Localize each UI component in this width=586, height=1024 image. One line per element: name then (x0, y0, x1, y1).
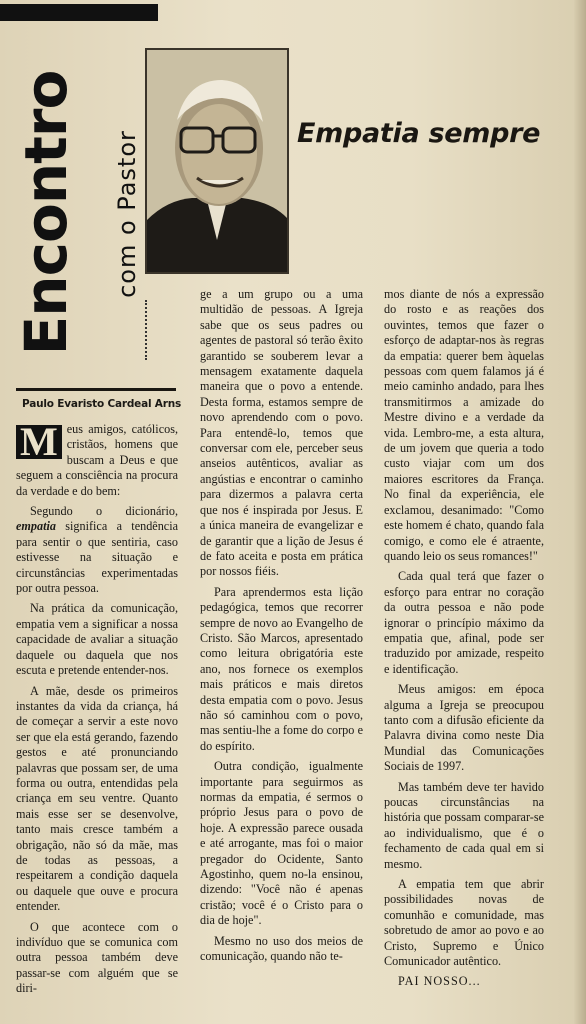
page-edge (574, 0, 586, 1024)
paragraph: A mãe, desde os primeiros instantes da vida da criança, há de começar a servir a este novo ser que ela está gerando, fazendo gestos e até pronunciando palavras que possam ser, de uma forma ou outra, entendidas pela criança em seu ventre. Quanto mais esse ser se desenvolve, tanto mais cresce também a obrigação, não só da mãe, mas de todas as pessoas, a respeitarem a condição daquela ou daquele que ouve e procura entender. (16, 683, 178, 914)
paragraph: Segundo o dicionário, empatia significa a tendência para sentir o que sentiria, caso estivesse na situação e circunstâncias experimentadas por outra pessoa. (16, 504, 178, 596)
paragraph: M eus amigos, católicos, cristãos, homens que buscam a Deus e que seguem a consciência na procura da verdade e do bem: (16, 419, 178, 498)
paragraph: Outra condição, igualmente importante para seguirmos as normas da empatia, é sermos o próprio Jesus para o povo de hoje. A expressão parece ousada e até arrogante, mas foi o maior pregador do Ocidente, Santo Agostinho, quem no-la ensinou, dizendo: "Você não é apenas cristão; você é o Cristo para o dia de hoje". (200, 759, 363, 928)
article-headline: Empatia sempre (297, 118, 541, 149)
text-column-3 (384, 287, 544, 995)
article-byline: Paulo Evaristo Cardeal Arns (22, 398, 182, 410)
article-signoff: PAI NOSSO... (398, 974, 481, 989)
paragraph: Meus amigos: em época alguma a Igreja se preocupou tanto com a difusão eficiente da Palavra divina como neste Dia Mundial das Comunicações Sociais de 1997. (384, 682, 544, 774)
text-column-1 (16, 419, 178, 1002)
masthead-title: Encontro (12, 70, 80, 356)
paragraph: Mas também deve ter havido poucas circunstâncias na história que possam comparar-se ao individualismo, que é o fechamento de cada qual em si mesmo. (384, 779, 544, 871)
paragraph: A empatia tem que abrir possibilidades novas de comunhão e comunidade, mas sobretudo de amor ao povo e ao Cristo, Supremo e Único Comunicador autêntico. (384, 877, 544, 969)
paragraph: Mesmo no uso dos meios de comunicação, quando não te- (200, 933, 363, 964)
author-photo (145, 48, 289, 274)
dotted-divider (145, 300, 185, 360)
byline-rule (16, 388, 176, 391)
paragraph: ge a um grupo ou a uma multidão de pessoas. A Igreja sabe que os seus padres ou agentes de pastoral só terão êxito garantido se souberem levar a mensagem exatamente daquela maneira que o povo a entende. Desta forma, estamos sempre de novo aprendendo com o povo. Para entendê-lo, temos que conversar com ele, perceber seus anseios autênticos, avaliar as angústias e encontrar o caminho para dizermos a palavra certa que nos é inspirada por Jesus. E a única maneira de evangelizar e de garantir que a lição de Jesus é de fato aceita e posta em prática por nossos fiéis. (200, 287, 363, 579)
masthead-subtitle: com o Pastor (113, 130, 141, 298)
paragraph: O que acontece com o indivíduo que se comunica com outra pessoa também deve passar-se com alguém que se diri- (16, 919, 178, 996)
paragraph: Na prática da comunicação, empatia vem a significar a nossa capacidade de avaliar a situação daquele ou daquela que nos escuta e pretende entender-nos. (16, 601, 178, 678)
column-masthead (12, 54, 141, 364)
paragraph: mos diante de nós a expressão do rosto e as reações dos ouvintes, temos que fazer o esforço de adaptar-nos às regras da empatia: querer bem àquelas pessoas com quem falamos já é meio caminho andado, para lhes transmitirmos a amizade do Mestre divino e a verdade da vida. Lembro-me, a esta altura, de um jovem que queria a todo custo viajar com um dos maiores escritores da França. No final da experiência, ele exclamou, desanimado: "Como este homem é chato, quando fala comigo, e como ele é atraente, quando leio os seus romances!" (384, 287, 544, 563)
paragraph: Para aprendermos esta lição pedagógica, temos que recorrer sempre de novo ao Evangelho de Cristo. São Marcos, apresentado como leitura obrigatória este ano, nos fornece os exemplos mais práticos e mais diretos desta empatia com o povo. Jesus não só caminhou com o povo, mas sentiu-lhe a fome do corpo e do espírito. (200, 584, 363, 753)
drop-cap: M (16, 425, 62, 459)
paragraph: Cada qual terá que fazer o esforço para entrar no coração da outra pessoa e não pode ignorar o princípio máximo da empatia que, afinal, pode ser traduzido por amizade, respeito e identificação. (384, 569, 544, 676)
text-column-2 (200, 287, 363, 969)
emphasized-word: empatia (16, 519, 56, 534)
top-black-bar (0, 4, 158, 21)
